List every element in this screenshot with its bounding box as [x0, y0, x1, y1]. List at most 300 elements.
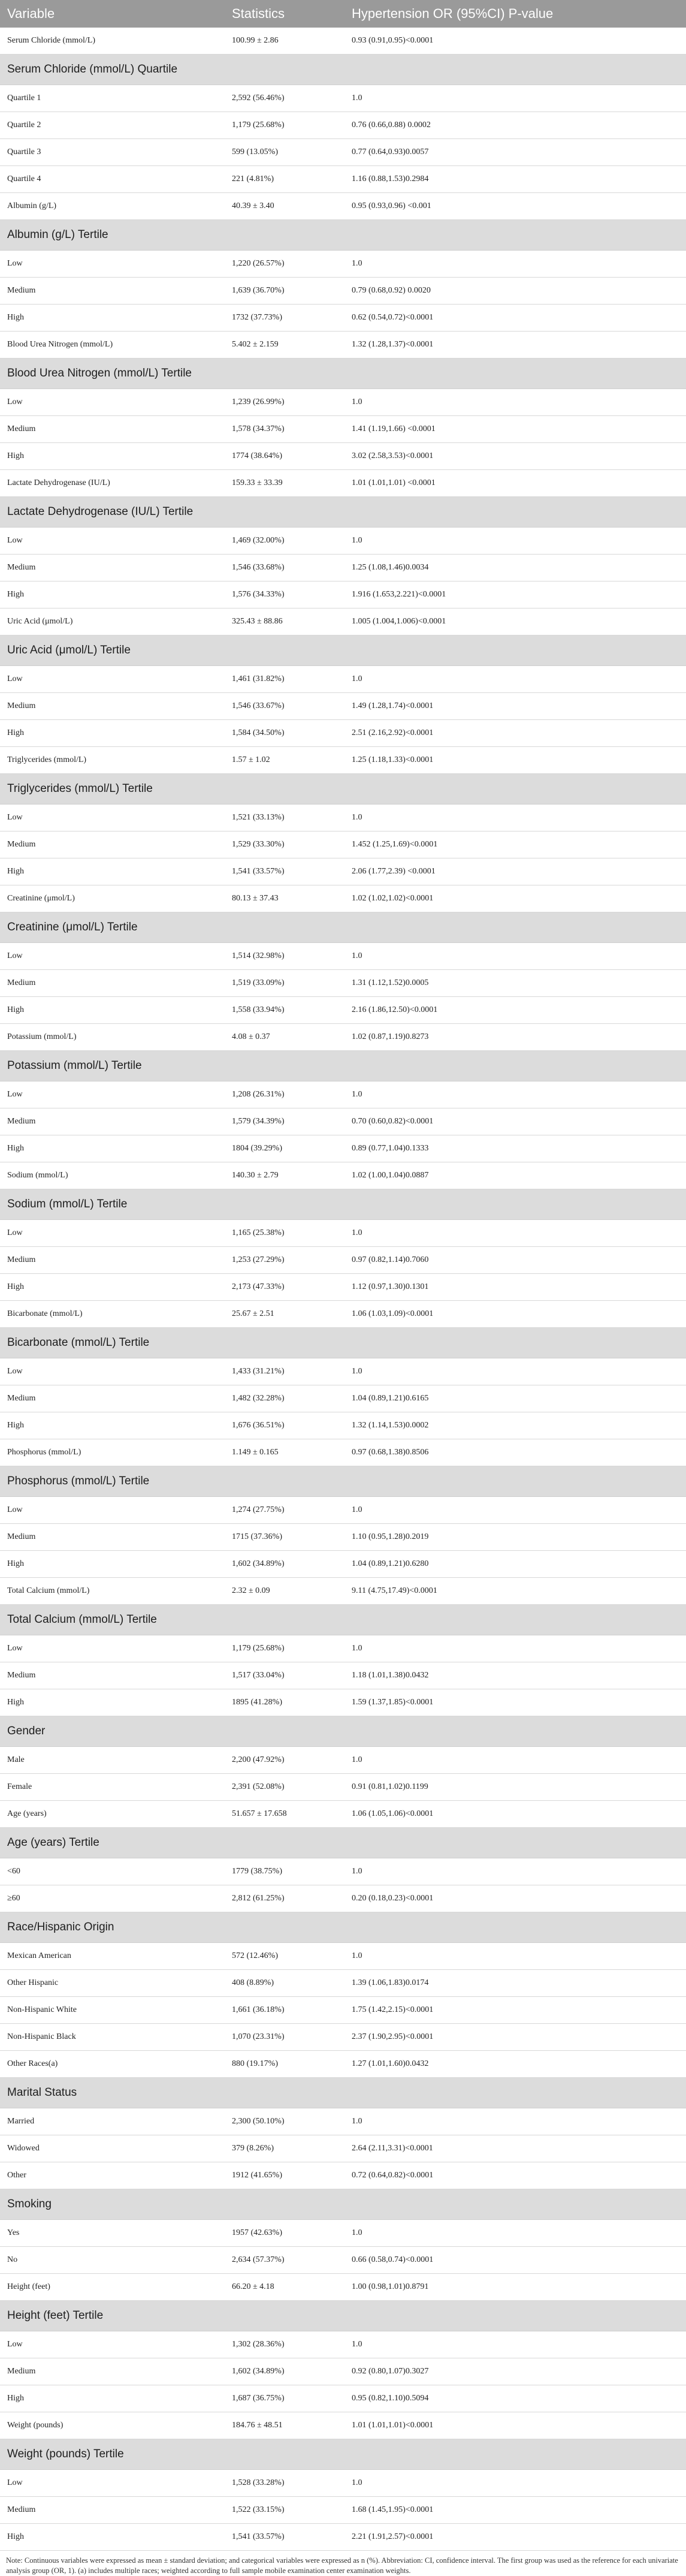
cell-or-ci-pvalue: 1.18 (1.01,1.38)0.0432 — [344, 1662, 686, 1689]
section-label: Blood Urea Nitrogen (mmol/L) Tertile — [0, 358, 686, 389]
table-row — [0, 1747, 686, 1774]
cell-variable: Widowed — [0, 2135, 225, 2162]
table-row — [0, 1108, 686, 1135]
section-row — [0, 358, 686, 389]
cell-statistics: 140.30 ± 2.79 — [225, 1162, 344, 1189]
cell-variable: Blood Urea Nitrogen (mmol/L) — [0, 332, 225, 358]
cell-variable: Medium — [0, 2497, 225, 2524]
cell-statistics: 1,179 (25.68%) — [225, 112, 344, 139]
cell-variable: Potassium (mmol/L) — [0, 1024, 225, 1051]
cell-variable: Bicarbonate (mmol/L) — [0, 1301, 225, 1328]
cell-statistics: 2,391 (52.08%) — [225, 1774, 344, 1801]
cell-statistics: 1804 (39.29%) — [225, 1135, 344, 1162]
cell-or-ci-pvalue: 1.27 (1.01,1.60)0.0432 — [344, 2051, 686, 2078]
cell-variable: Male — [0, 1747, 225, 1774]
cell-statistics: 1,576 (34.33%) — [225, 582, 344, 608]
table-header-row — [0, 0, 686, 28]
cell-or-ci-pvalue: 1.0 — [344, 805, 686, 831]
table-row — [0, 666, 686, 693]
table-row — [0, 112, 686, 139]
table-row — [0, 2470, 686, 2497]
cell-or-ci-pvalue: 1.452 (1.25,1.69)<0.0001 — [344, 831, 686, 858]
cell-variable: Serum Chloride (mmol/L) — [0, 28, 225, 55]
cell-variable: Female — [0, 1774, 225, 1801]
cell-statistics: 408 (8.89%) — [225, 1970, 344, 1997]
cell-or-ci-pvalue: 0.89 (0.77,1.04)0.1333 — [344, 1135, 686, 1162]
cell-variable: Other Races(a) — [0, 2051, 225, 2078]
cell-statistics: 4.08 ± 0.37 — [225, 1024, 344, 1051]
cell-or-ci-pvalue: 1.32 (1.14,1.53)0.0002 — [344, 1412, 686, 1439]
cell-variable: High — [0, 1274, 225, 1301]
cell-statistics: 1,220 (26.57%) — [225, 251, 344, 278]
cell-or-ci-pvalue: 1.0 — [344, 1358, 686, 1385]
cell-statistics: 1895 (41.28%) — [225, 1689, 344, 1716]
cell-or-ci-pvalue: 1.01 (1.01,1.01)<0.0001 — [344, 2412, 686, 2439]
table-row — [0, 1220, 686, 1247]
table-row — [0, 2247, 686, 2274]
section-label: Lactate Dehydrogenase (IU/L) Tertile — [0, 497, 686, 528]
section-row — [0, 1466, 686, 1497]
cell-statistics: 1,602 (34.89%) — [225, 2358, 344, 2385]
table-row — [0, 2274, 686, 2301]
cell-statistics: 1,528 (33.28%) — [225, 2470, 344, 2497]
cell-statistics: 1732 (37.73%) — [225, 305, 344, 332]
section-row — [0, 2078, 686, 2108]
cell-variable: Height (feet) — [0, 2274, 225, 2301]
cell-statistics: 1,522 (33.15%) — [225, 2497, 344, 2524]
section-row — [0, 55, 686, 85]
cell-statistics: 599 (13.05%) — [225, 139, 344, 166]
cell-or-ci-pvalue: 0.62 (0.54,0.72)<0.0001 — [344, 305, 686, 332]
cell-variable: Low — [0, 251, 225, 278]
cell-variable: Low — [0, 1358, 225, 1385]
table-row — [0, 1301, 686, 1328]
cell-statistics: 1,578 (34.37%) — [225, 416, 344, 443]
section-row — [0, 2301, 686, 2331]
cell-statistics: 2.32 ± 0.09 — [225, 1578, 344, 1605]
cell-statistics: 51.657 ± 17.658 — [225, 1801, 344, 1828]
section-label: Serum Chloride (mmol/L) Quartile — [0, 55, 686, 85]
table-footnote: Note: Continuous variables were expressed as mean ± standard deviation; and categorical variables were expressed as n (%). Abbreviation: CI, confidence interval. The first group was used as the reference for each univariate analysis group (OR, 1). (a) includes multiple races; weighted according to full sample mobile examination center examination weights. — [6, 2556, 678, 2575]
section-label: Total Calcium (mmol/L) Tertile — [0, 1605, 686, 1635]
cell-variable: Low — [0, 389, 225, 416]
table-row — [0, 858, 686, 885]
table-row — [0, 1551, 686, 1578]
section-row — [0, 1051, 686, 1081]
cell-statistics: 1.149 ± 0.165 — [225, 1439, 344, 1466]
section-label: Bicarbonate (mmol/L) Tertile — [0, 1328, 686, 1358]
section-row — [0, 1716, 686, 1747]
cell-variable: Age (years) — [0, 1801, 225, 1828]
cell-statistics: 1,687 (36.75%) — [225, 2385, 344, 2412]
section-label: Albumin (g/L) Tertile — [0, 220, 686, 251]
table-row — [0, 2220, 686, 2247]
cell-variable: Medium — [0, 1247, 225, 1274]
table-row — [0, 1439, 686, 1466]
cell-variable: Medium — [0, 693, 225, 720]
cell-statistics: 1,546 (33.68%) — [225, 555, 344, 582]
table-row — [0, 1247, 686, 1274]
cell-variable: Total Calcium (mmol/L) — [0, 1578, 225, 1605]
cell-statistics: 1774 (38.64%) — [225, 443, 344, 470]
table-row — [0, 805, 686, 831]
cell-statistics: 1,302 (28.36%) — [225, 2331, 344, 2358]
cell-or-ci-pvalue: 1.41 (1.19,1.66) <0.0001 — [344, 416, 686, 443]
cell-or-ci-pvalue: 1.916 (1.653,2.221)<0.0001 — [344, 582, 686, 608]
section-row — [0, 912, 686, 943]
cell-variable: Lactate Dehydrogenase (IU/L) — [0, 470, 225, 497]
cell-variable: Mexican American — [0, 1943, 225, 1970]
section-row — [0, 2189, 686, 2220]
table-row — [0, 1524, 686, 1551]
cell-statistics: 100.99 ± 2.86 — [225, 28, 344, 55]
cell-variable: Low — [0, 1220, 225, 1247]
header-or-ci-pvalue: Hypertension OR (95%CI) P-value — [344, 0, 686, 28]
cell-statistics: 221 (4.81%) — [225, 166, 344, 193]
table-row — [0, 1885, 686, 1912]
table-row — [0, 470, 686, 497]
cell-variable: High — [0, 1135, 225, 1162]
cell-statistics: 25.67 ± 2.51 — [225, 1301, 344, 1328]
cell-or-ci-pvalue: 0.76 (0.66,0.88) 0.0002 — [344, 112, 686, 139]
cell-or-ci-pvalue: 0.77 (0.64,0.93)0.0057 — [344, 139, 686, 166]
cell-or-ci-pvalue: 0.97 (0.82,1.14)0.7060 — [344, 1247, 686, 1274]
cell-or-ci-pvalue: 1.0 — [344, 1635, 686, 1662]
table-row — [0, 416, 686, 443]
table-row — [0, 1689, 686, 1716]
cell-variable: High — [0, 582, 225, 608]
cell-statistics: 1,070 (23.31%) — [225, 2024, 344, 2051]
section-label: Smoking — [0, 2189, 686, 2220]
table-row — [0, 943, 686, 970]
section-row — [0, 2439, 686, 2470]
cell-or-ci-pvalue: 0.72 (0.64,0.82)<0.0001 — [344, 2162, 686, 2189]
cell-or-ci-pvalue: 1.0 — [344, 528, 686, 555]
cell-or-ci-pvalue: 1.16 (0.88,1.53)0.2984 — [344, 166, 686, 193]
table-row — [0, 1162, 686, 1189]
cell-variable: Medium — [0, 970, 225, 997]
table-row — [0, 970, 686, 997]
cell-statistics: 1,239 (26.99%) — [225, 389, 344, 416]
table-row — [0, 831, 686, 858]
cell-variable: High — [0, 443, 225, 470]
cell-variable: Medium — [0, 416, 225, 443]
cell-variable: Medium — [0, 831, 225, 858]
cell-statistics: 2,592 (56.46%) — [225, 85, 344, 112]
cell-or-ci-pvalue: 1.01 (1.01,1.01) <0.0001 — [344, 470, 686, 497]
cell-variable: Other Hispanic — [0, 1970, 225, 1997]
section-label: Triglycerides (mmol/L) Tertile — [0, 774, 686, 805]
cell-variable: Low — [0, 805, 225, 831]
cell-statistics: 1779 (38.75%) — [225, 1858, 344, 1885]
cell-statistics: 2,173 (47.33%) — [225, 1274, 344, 1301]
cell-statistics: 1,469 (32.00%) — [225, 528, 344, 555]
header-variable: Variable — [0, 0, 225, 28]
cell-variable: High — [0, 1551, 225, 1578]
table-row — [0, 2135, 686, 2162]
cell-variable: Medium — [0, 555, 225, 582]
cell-statistics: 2,634 (57.37%) — [225, 2247, 344, 2274]
cell-statistics: 1,579 (34.39%) — [225, 1108, 344, 1135]
cell-statistics: 1957 (42.63%) — [225, 2220, 344, 2247]
cell-statistics: 1,253 (27.29%) — [225, 1247, 344, 1274]
cell-or-ci-pvalue: 1.005 (1.004,1.006)<0.0001 — [344, 608, 686, 635]
cell-statistics: 80.13 ± 37.43 — [225, 885, 344, 912]
table-row — [0, 2108, 686, 2135]
table-row — [0, 2412, 686, 2439]
table-row — [0, 885, 686, 912]
cell-or-ci-pvalue: 1.32 (1.28,1.37)<0.0001 — [344, 332, 686, 358]
cell-or-ci-pvalue: 1.0 — [344, 1220, 686, 1247]
section-row — [0, 497, 686, 528]
cell-variable: Quartile 1 — [0, 85, 225, 112]
cell-variable: High — [0, 997, 225, 1024]
cell-or-ci-pvalue: 1.25 (1.08,1.46)0.0034 — [344, 555, 686, 582]
cell-variable: Yes — [0, 2220, 225, 2247]
cell-variable: Low — [0, 1497, 225, 1524]
cell-variable: Uric Acid (μmol/L) — [0, 608, 225, 635]
cell-or-ci-pvalue: 2.21 (1.91,2.57)<0.0001 — [344, 2524, 686, 2551]
cell-statistics: 1,165 (25.38%) — [225, 1220, 344, 1247]
cell-variable: High — [0, 858, 225, 885]
section-row — [0, 220, 686, 251]
table-row — [0, 332, 686, 358]
cell-or-ci-pvalue: 1.0 — [344, 2470, 686, 2497]
section-row — [0, 635, 686, 666]
cell-or-ci-pvalue: 1.00 (0.98,1.01)0.8791 — [344, 2274, 686, 2301]
cell-statistics: 1,661 (36.18%) — [225, 1997, 344, 2024]
cell-or-ci-pvalue: 2.64 (2.11,3.31)<0.0001 — [344, 2135, 686, 2162]
cell-or-ci-pvalue: 0.97 (0.68,1.38)0.8506 — [344, 1439, 686, 1466]
cell-or-ci-pvalue: 1.68 (1.45,1.95)<0.0001 — [344, 2497, 686, 2524]
section-label: Height (feet) Tertile — [0, 2301, 686, 2331]
cell-variable: Medium — [0, 1108, 225, 1135]
cell-or-ci-pvalue: 9.11 (4.75,17.49)<0.0001 — [344, 1578, 686, 1605]
table-row — [0, 443, 686, 470]
cell-variable: High — [0, 720, 225, 747]
cell-or-ci-pvalue: 1.10 (0.95,1.28)0.2019 — [344, 1524, 686, 1551]
section-row — [0, 1189, 686, 1220]
cell-variable: High — [0, 2524, 225, 2551]
cell-or-ci-pvalue: 0.91 (0.81,1.02)0.1199 — [344, 1774, 686, 1801]
section-label: Age (years) Tertile — [0, 1828, 686, 1858]
cell-or-ci-pvalue: 2.16 (1.86,12.50)<0.0001 — [344, 997, 686, 1024]
cell-or-ci-pvalue: 1.02 (1.00,1.04)0.0887 — [344, 1162, 686, 1189]
section-label: Creatinine (μmol/L) Tertile — [0, 912, 686, 943]
table-row — [0, 1497, 686, 1524]
table-row — [0, 1024, 686, 1051]
table-row — [0, 1774, 686, 1801]
cell-or-ci-pvalue: 1.06 (1.03,1.09)<0.0001 — [344, 1301, 686, 1328]
cell-statistics: 1,519 (33.09%) — [225, 970, 344, 997]
cell-or-ci-pvalue: 1.04 (0.89,1.21)0.6165 — [344, 1385, 686, 1412]
cell-variable: <60 — [0, 1858, 225, 1885]
cell-or-ci-pvalue: 1.04 (0.89,1.21)0.6280 — [344, 1551, 686, 1578]
table-row — [0, 1997, 686, 2024]
table-row — [0, 1274, 686, 1301]
table-row — [0, 2497, 686, 2524]
cell-or-ci-pvalue: 0.95 (0.93,0.96) <0.001 — [344, 193, 686, 220]
table-row — [0, 608, 686, 635]
cell-statistics: 1,541 (33.57%) — [225, 2524, 344, 2551]
table-row — [0, 1358, 686, 1385]
cell-statistics: 1.57 ± 1.02 — [225, 747, 344, 774]
table-row — [0, 1801, 686, 1828]
cell-or-ci-pvalue: 1.0 — [344, 1081, 686, 1108]
cell-statistics: 66.20 ± 4.18 — [225, 2274, 344, 2301]
cell-statistics: 880 (19.17%) — [225, 2051, 344, 2078]
cell-statistics: 1,482 (32.28%) — [225, 1385, 344, 1412]
section-row — [0, 1912, 686, 1943]
table-row — [0, 278, 686, 305]
cell-statistics: 1,541 (33.57%) — [225, 858, 344, 885]
table-row — [0, 1578, 686, 1605]
section-label: Gender — [0, 1716, 686, 1747]
cell-variable: Low — [0, 1635, 225, 1662]
cell-or-ci-pvalue: 1.0 — [344, 2108, 686, 2135]
table-row — [0, 1662, 686, 1689]
section-row — [0, 774, 686, 805]
table-row — [0, 1943, 686, 1970]
cell-or-ci-pvalue: 1.31 (1.12,1.52)0.0005 — [344, 970, 686, 997]
table-row — [0, 166, 686, 193]
cell-or-ci-pvalue: 1.0 — [344, 389, 686, 416]
cell-statistics: 1,514 (32.98%) — [225, 943, 344, 970]
cell-statistics: 572 (12.46%) — [225, 1943, 344, 1970]
cell-or-ci-pvalue: 1.02 (0.87,1.19)0.8273 — [344, 1024, 686, 1051]
cell-statistics: 1,529 (33.30%) — [225, 831, 344, 858]
cell-variable: Other — [0, 2162, 225, 2189]
cell-or-ci-pvalue: 2.06 (1.77,2.39) <0.0001 — [344, 858, 686, 885]
cell-or-ci-pvalue: 1.0 — [344, 666, 686, 693]
cell-variable: High — [0, 1689, 225, 1716]
section-row — [0, 1828, 686, 1858]
cell-variable: Medium — [0, 1662, 225, 1689]
cell-variable: Albumin (g/L) — [0, 193, 225, 220]
table-row — [0, 389, 686, 416]
cell-variable: High — [0, 305, 225, 332]
cell-or-ci-pvalue: 0.79 (0.68,0.92) 0.0020 — [344, 278, 686, 305]
cell-variable: Triglycerides (mmol/L) — [0, 747, 225, 774]
cell-variable: No — [0, 2247, 225, 2274]
table-row — [0, 528, 686, 555]
cell-variable: Low — [0, 2331, 225, 2358]
cell-or-ci-pvalue: 0.92 (0.80,1.07)0.3027 — [344, 2358, 686, 2385]
cell-variable: Non-Hispanic Black — [0, 2024, 225, 2051]
cell-or-ci-pvalue: 1.75 (1.42,2.15)<0.0001 — [344, 1997, 686, 2024]
cell-statistics: 1,639 (36.70%) — [225, 278, 344, 305]
table-row — [0, 251, 686, 278]
cell-statistics: 2,812 (61.25%) — [225, 1885, 344, 1912]
cell-or-ci-pvalue: 1.02 (1.02,1.02)<0.0001 — [344, 885, 686, 912]
cell-variable: Low — [0, 2470, 225, 2497]
table-row — [0, 1635, 686, 1662]
cell-statistics: 2,300 (50.10%) — [225, 2108, 344, 2135]
table-row — [0, 28, 686, 55]
cell-statistics: 5.402 ± 2.159 — [225, 332, 344, 358]
cell-or-ci-pvalue: 1.0 — [344, 85, 686, 112]
cell-variable: High — [0, 1412, 225, 1439]
cell-variable: High — [0, 2385, 225, 2412]
table-row — [0, 1858, 686, 1885]
cell-variable: Quartile 4 — [0, 166, 225, 193]
cell-or-ci-pvalue: 3.02 (2.58,3.53)<0.0001 — [344, 443, 686, 470]
table-row — [0, 555, 686, 582]
cell-statistics: 184.76 ± 48.51 — [225, 2412, 344, 2439]
section-row — [0, 1605, 686, 1635]
cell-statistics: 1,461 (31.82%) — [225, 666, 344, 693]
cell-statistics: 1,676 (36.51%) — [225, 1412, 344, 1439]
cell-variable: Medium — [0, 278, 225, 305]
table-row — [0, 2051, 686, 2078]
table-row — [0, 1412, 686, 1439]
table-row — [0, 582, 686, 608]
table-row — [0, 2162, 686, 2189]
cell-statistics: 1,208 (26.31%) — [225, 1081, 344, 1108]
table-row — [0, 2331, 686, 2358]
table-row — [0, 1970, 686, 1997]
cell-statistics: 2,200 (47.92%) — [225, 1747, 344, 1774]
table-row — [0, 193, 686, 220]
section-label: Sodium (mmol/L) Tertile — [0, 1189, 686, 1220]
cell-variable: Creatinine (μmol/L) — [0, 885, 225, 912]
cell-variable: ≥60 — [0, 1885, 225, 1912]
cell-or-ci-pvalue: 1.12 (0.97,1.30)0.1301 — [344, 1274, 686, 1301]
cell-variable: Low — [0, 666, 225, 693]
header-statistics: Statistics — [225, 0, 344, 28]
cell-variable: Medium — [0, 1385, 225, 1412]
section-label: Race/Hispanic Origin — [0, 1912, 686, 1943]
table-row — [0, 2358, 686, 2385]
table-row — [0, 2385, 686, 2412]
cell-variable: Quartile 3 — [0, 139, 225, 166]
cell-variable: Low — [0, 943, 225, 970]
table-row — [0, 2024, 686, 2051]
section-label: Uric Acid (μmol/L) Tertile — [0, 635, 686, 666]
table-row — [0, 1081, 686, 1108]
table-row — [0, 1385, 686, 1412]
cell-variable: Low — [0, 1081, 225, 1108]
section-label: Potassium (mmol/L) Tertile — [0, 1051, 686, 1081]
cell-or-ci-pvalue: 0.93 (0.91,0.95)<0.0001 — [344, 28, 686, 55]
cell-statistics: 325.43 ± 88.86 — [225, 608, 344, 635]
cell-statistics: 1,517 (33.04%) — [225, 1662, 344, 1689]
cell-variable: Medium — [0, 1524, 225, 1551]
cell-statistics: 1,602 (34.89%) — [225, 1551, 344, 1578]
cell-variable: Phosphorus (mmol/L) — [0, 1439, 225, 1466]
cell-or-ci-pvalue: 1.0 — [344, 251, 686, 278]
cell-variable: Quartile 2 — [0, 112, 225, 139]
cell-or-ci-pvalue: 2.37 (1.90,2.95)<0.0001 — [344, 2024, 686, 2051]
cell-or-ci-pvalue: 1.59 (1.37,1.85)<0.0001 — [344, 1689, 686, 1716]
table-body — [0, 28, 686, 2551]
cell-or-ci-pvalue: 0.70 (0.60,0.82)<0.0001 — [344, 1108, 686, 1135]
cell-statistics: 1715 (37.36%) — [225, 1524, 344, 1551]
cell-statistics: 1,179 (25.68%) — [225, 1635, 344, 1662]
cell-or-ci-pvalue: 1.0 — [344, 2220, 686, 2247]
table-row — [0, 997, 686, 1024]
cell-or-ci-pvalue: 1.0 — [344, 1858, 686, 1885]
cell-statistics: 1,584 (34.50%) — [225, 720, 344, 747]
table-row — [0, 720, 686, 747]
cell-or-ci-pvalue: 1.39 (1.06,1.83)0.0174 — [344, 1970, 686, 1997]
cell-or-ci-pvalue: 1.0 — [344, 2331, 686, 2358]
cell-statistics: 40.39 ± 3.40 — [225, 193, 344, 220]
cell-or-ci-pvalue: 1.49 (1.28,1.74)<0.0001 — [344, 693, 686, 720]
table-row — [0, 747, 686, 774]
cell-or-ci-pvalue: 2.51 (2.16,2.92)<0.0001 — [344, 720, 686, 747]
cell-variable: Weight (pounds) — [0, 2412, 225, 2439]
